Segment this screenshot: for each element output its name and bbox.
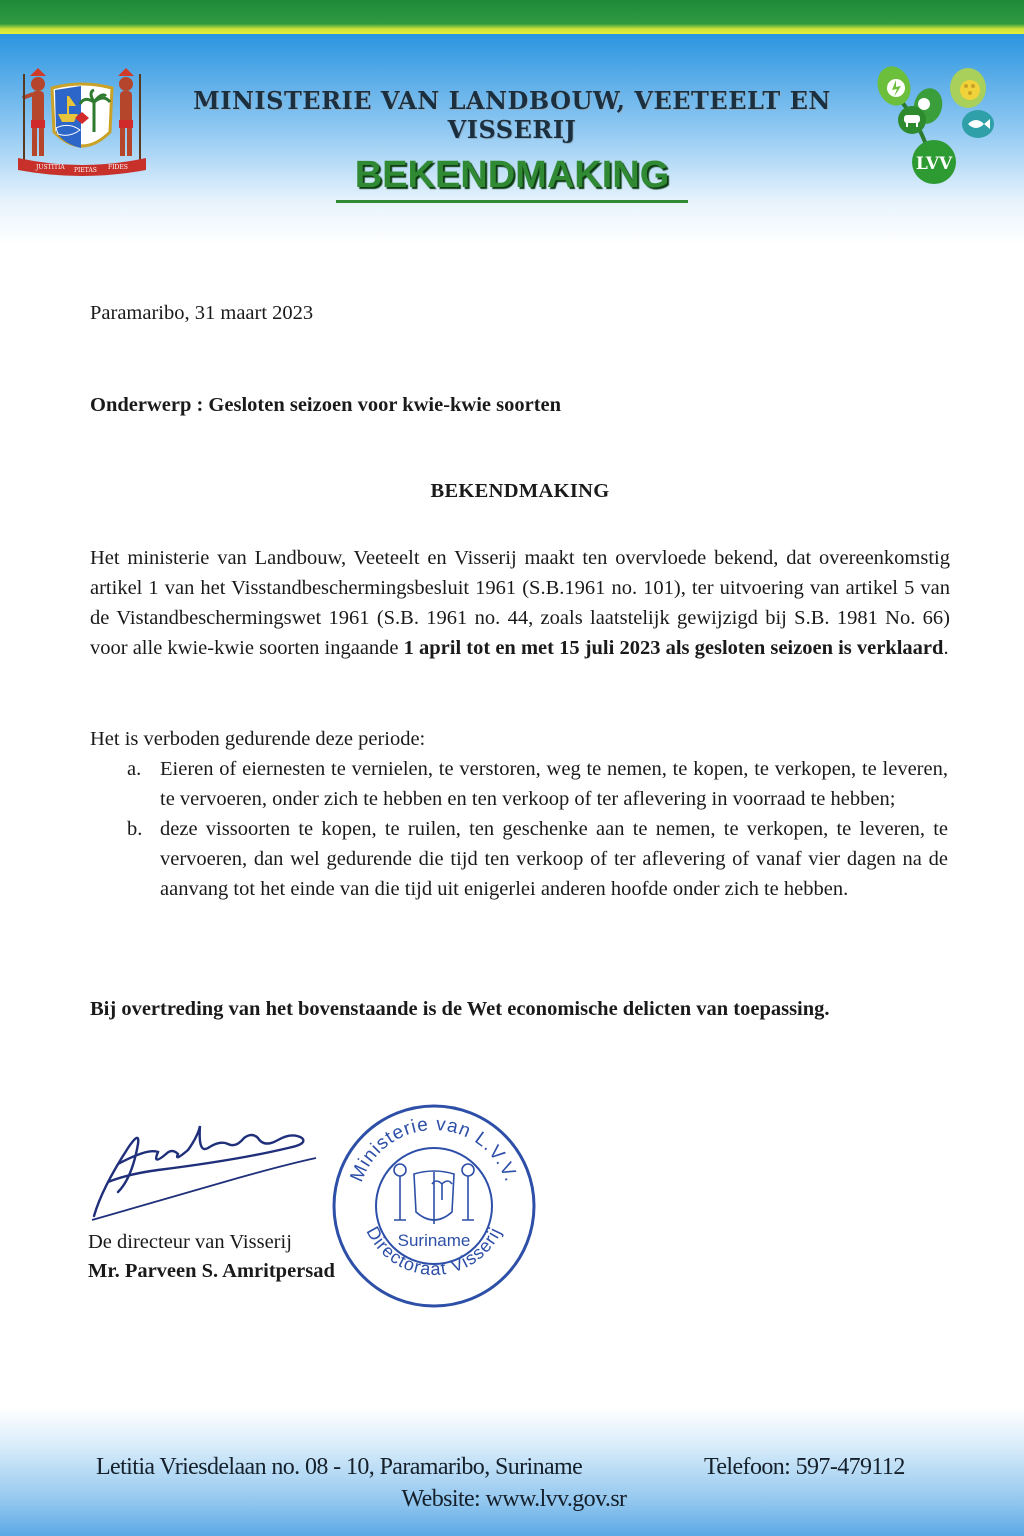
paragraph-end: . bbox=[943, 637, 949, 659]
list-item-text: Eieren of eiernesten te vernielen, te verstoren, weg te nemen, te kopen, te verkopen, te leveren, te vervoeren, onder zich te hebben en ten verkoop of ter aflevering in voorraad te hebben; bbox=[160, 758, 948, 810]
letter-subject: Onderwerp : Gesloten seizoen voor kwie-kwie soorten bbox=[90, 394, 562, 416]
paragraph-text: Het ministerie van Landbouw, Veeteelt en Visserij maakt ten overvloede bekend, dat overeenkomstig artikel 1 van het Visstandbeschermingsbesluit 1961 (S.B.1961 no. 101), ter uitvoering van artikel 5 van de Vistandbeschermingswet 1961 (S.B. 1961 no. 44, zoals laatstelijk gewijzigd bij S.B. 1981 No. 66) voor alle kwie-kwie soorten ingaande bbox=[90, 547, 950, 659]
list-marker: b. bbox=[127, 818, 143, 840]
top-color-stripe bbox=[0, 0, 1024, 34]
body-heading: BEKENDMAKING bbox=[430, 480, 610, 502]
official-stamp-icon bbox=[328, 1100, 540, 1312]
svg-text:FIDES: FIDES bbox=[108, 164, 128, 171]
page-title: BEKENDMAKING bbox=[354, 154, 670, 196]
list-item bbox=[90, 754, 950, 814]
stamp-bottom-text: Directoraat Visserij bbox=[362, 1223, 506, 1280]
title-underline bbox=[336, 200, 688, 203]
svg-text:JUSTITIA: JUSTITIA bbox=[36, 164, 65, 171]
footer-website[interactable]: Website: www.lvv.gov.sr bbox=[401, 1486, 627, 1512]
list-marker: a. bbox=[127, 758, 142, 780]
svg-text:LVV: LVV bbox=[915, 154, 953, 174]
letter-date: Paramaribo, 31 maart 2023 bbox=[90, 302, 314, 324]
closed-season-period: 1 april tot en met 15 juli 2023 als gesloten seizoen is verklaard bbox=[403, 637, 944, 659]
svg-text:PIETAS: PIETAS bbox=[74, 167, 97, 174]
lvv-logo-icon bbox=[872, 62, 1000, 186]
handwritten-signature bbox=[88, 1108, 318, 1223]
prohibition-intro: Het is verboden gedurende deze periode: bbox=[90, 728, 426, 750]
list-item-text: deze vissoorten te kopen, te ruilen, ten geschenke aan te nemen, te verkopen, te leveren, te vervoeren, dan wel gedurende die tijd ten verkoop of ter aflevering of vanaf vier dagen na de aanvang tot het einde van die tijd uit enigerlei anderen hoofde onder zich te hebben. bbox=[160, 818, 948, 900]
prohibition-list bbox=[90, 754, 950, 904]
footer-address: Letitia Vriesdelaan no. 08 - 10, Paramaribo, Suriname bbox=[96, 1454, 583, 1480]
signatory-role: De directeur van Visserij bbox=[88, 1231, 292, 1253]
announcement-paragraph bbox=[90, 543, 950, 663]
suriname-coat-of-arms-icon bbox=[14, 62, 150, 178]
stamp-top-text: Ministerie van L.V.V. bbox=[346, 1113, 522, 1185]
list-item bbox=[90, 814, 950, 904]
ministry-name: MINISTERIE VAN LANDBOUW, VEETEELT EN VISSERIJ bbox=[193, 86, 831, 144]
signatory-name: Mr. Parveen S. Amritpersad bbox=[88, 1260, 335, 1282]
legal-notice: Bij overtreding van het bovenstaande is de Wet economische delicten van toepassing. bbox=[90, 998, 830, 1020]
stamp-middle-text: Suriname bbox=[397, 1231, 471, 1250]
footer-phone: Telefoon: 597-479112 bbox=[704, 1454, 905, 1480]
